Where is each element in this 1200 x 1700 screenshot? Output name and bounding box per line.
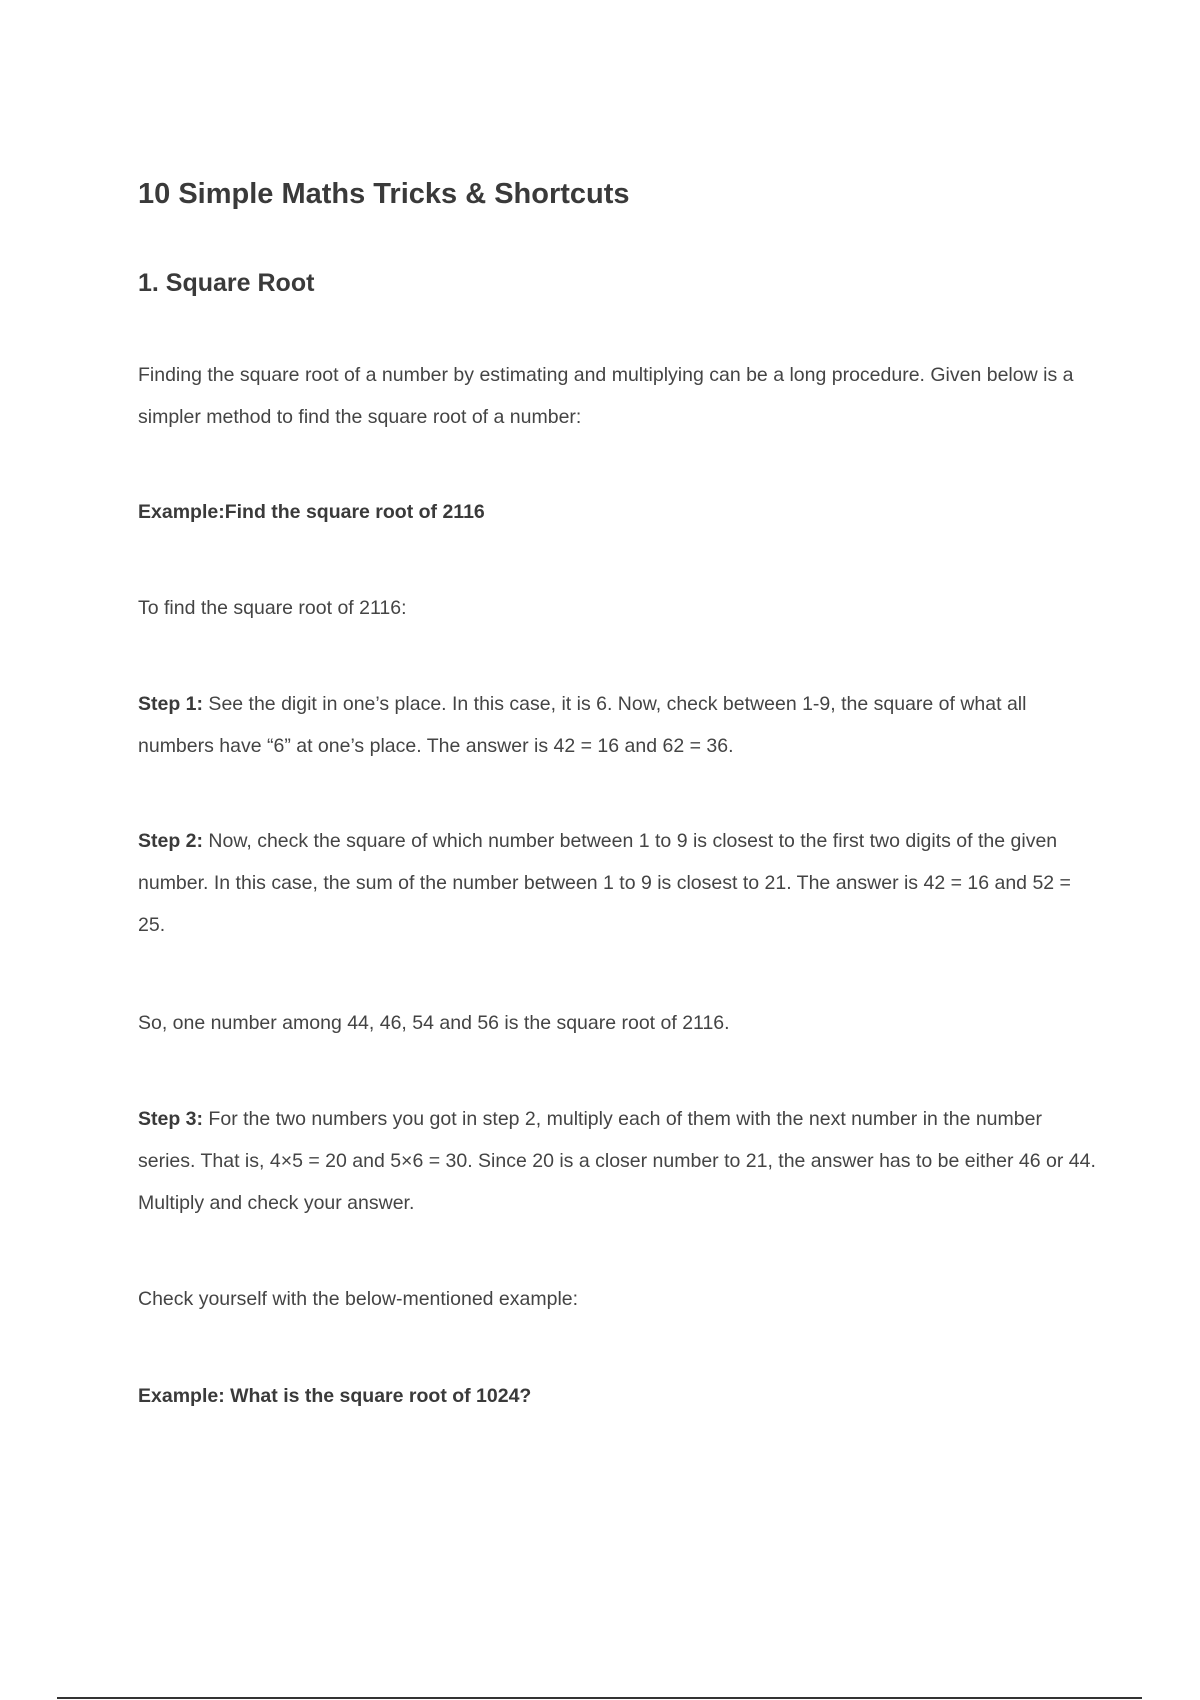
section-heading-square-root: 1. Square Root <box>138 269 315 297</box>
document-title: 10 Simple Maths Tricks & Shortcuts <box>138 178 630 210</box>
step-3-paragraph <box>138 1098 1098 1224</box>
example-heading-1024: Example: What is the square root of 1024? <box>138 1385 532 1407</box>
example-heading-2116: Example:Find the square root of 2116 <box>138 501 485 523</box>
step-1-text: See the digit in one’s place. In this case, it is 6. Now, check between 1-9, the square of what all numbers have “6” at one’s place. The answer is 42 = 16 and 62 = 36. <box>138 693 1027 757</box>
intro-paragraph: Finding the square root of a number by estimating and multiplying can be a long procedure. Given below is a simpler method to find the square root of a number: <box>138 364 1074 428</box>
to-find-paragraph: To find the square root of 2116: <box>138 597 407 619</box>
step-3-text: For the two numbers you got in step 2, multiply each of them with the next number in the number series. That is, 4×5 = 20 and 5×6 = 30. Since 20 is a closer number to 21, the answer has to be either 46 or 44. Multiply and check your answer. <box>138 1108 1096 1214</box>
step-2-label: Step 2: <box>138 830 204 852</box>
step-2-text: Now, check the square of which number between 1 to 9 is closest to the first two digits of the given number. In this case, the sum of the number between 1 to 9 is closest to 21. The answer is 42 = 16 and 52 = 25. <box>138 830 1071 936</box>
step-1-label: Step 1: <box>138 693 204 715</box>
step-3-label: Step 3: <box>138 1108 204 1130</box>
so-paragraph: So, one number among 44, 46, 54 and 56 is the square root of 2116. <box>138 1012 730 1034</box>
step-2-paragraph <box>138 820 1098 946</box>
check-paragraph: Check yourself with the below-mentioned example: <box>138 1288 579 1310</box>
step-1-paragraph <box>138 683 1098 767</box>
page-bottom-divider <box>57 1697 1142 1699</box>
